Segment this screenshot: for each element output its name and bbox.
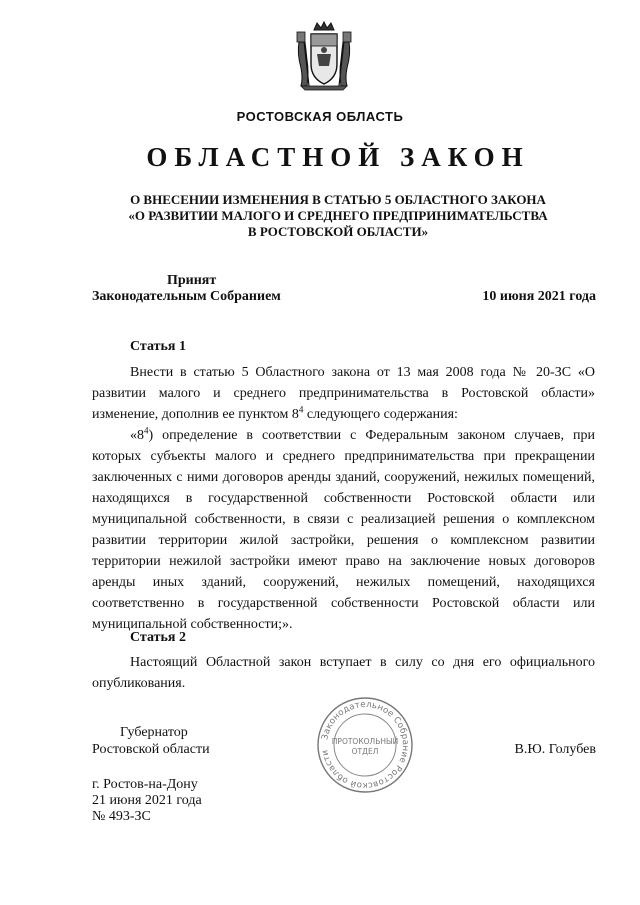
law-title-line: О ВНЕСЕНИИ ИЗМЕНЕНИЯ В СТАТЬЮ 5 ОБЛАСТНОГО ЗАКОНА <box>130 192 546 207</box>
law-title-line: В РОСТОВСКОЙ ОБЛАСТИ» <box>247 224 429 239</box>
law-title <box>0 192 640 240</box>
stamp-outer-text: Законодательное Собрание Ростовской области <box>320 699 411 791</box>
article-2-body <box>92 652 595 694</box>
signatory-name: В.Ю. Голубев <box>514 742 596 757</box>
signing-place: г. Ростов-на-Дону <box>92 777 198 792</box>
signing-date: 21 июня 2021 года <box>92 793 202 808</box>
region-name: РОСТОВСКАЯ ОБЛАСТЬ <box>236 109 404 124</box>
official-stamp <box>316 696 414 794</box>
stamp-inner-text-2: ОТДЕЛ <box>351 747 379 756</box>
adopted-by: Законодательным Собранием <box>92 289 281 304</box>
stamp-inner-text-1: ПРОТОКОЛЬНЫЙ <box>331 737 399 746</box>
article-2-heading: Статья 2 <box>130 630 186 645</box>
article-1-paragraph-1: Внести в статью 5 Областного закона от 13 мая 2008 года № 20-ЗС «О развитии малого и среднего предпринимательства в Ростовской области» изменение, дополнив ее пунктом $8^4$ следующего содержания: <box>92 365 595 422</box>
adoption-date: 10 июня 2021 года <box>482 289 596 304</box>
article-2-paragraph: Настоящий Областной закон вступает в силу со дня его официального опубликования. <box>92 655 595 691</box>
adopted-label: Принят <box>167 273 217 288</box>
article-1-paragraph-2: «$8^4$) определение в соответствии с Федеральным законом случаев, при которых субъекты малого и среднего предпринимательства при прекращении заключенных с ними договоров аренды зданий, сооружений, нежилых помещений, находящихся в государственной собственности Ростовской области или муниципальной собственности, в связи с реализацией решения о комплексном развитии территории жилой застройки, решения о комплексном развитии территории нежилой застройки имеют право на заключение новых договоров аренды иных зданий, сооружений, нежилых помещений, находящихся соответственно в государственной собственности Ростовской области или муниципальной собственности;». <box>92 425 595 632</box>
signatory-position-line1: Губернатор <box>120 725 188 740</box>
document-type: ОБЛАСТНОЙ ЗАКОН <box>146 142 530 172</box>
coat-of-arms-icon <box>293 20 355 92</box>
law-number: № 493-ЗС <box>92 809 151 824</box>
article-1-body <box>92 362 595 635</box>
article-1-heading: Статья 1 <box>130 339 186 354</box>
law-title-line: «О РАЗВИТИИ МАЛОГО И СРЕДНЕГО ПРЕДПРИНИМАТЕЛЬСТВА <box>128 208 548 223</box>
signatory-position-line2: Ростовской области <box>92 742 210 757</box>
